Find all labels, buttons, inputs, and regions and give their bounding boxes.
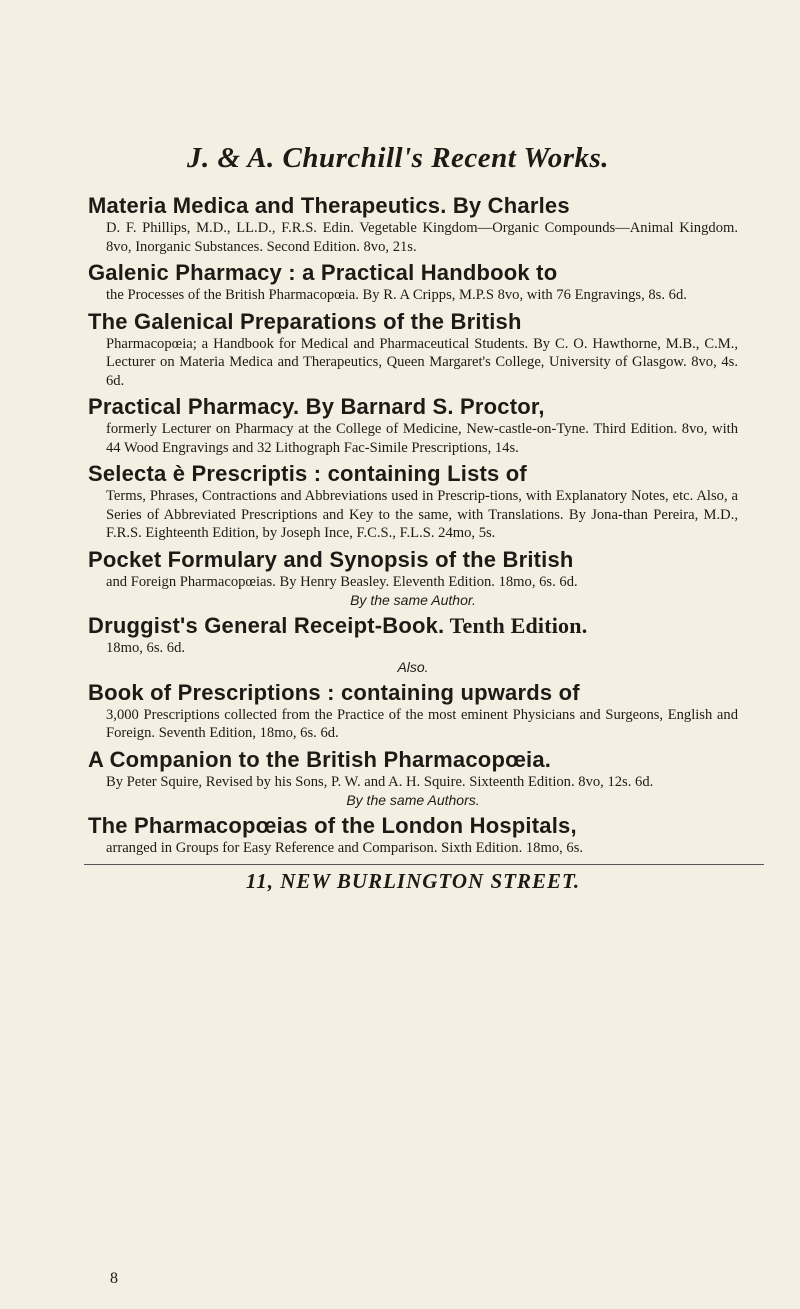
entry-galenical-preparations: [88, 309, 738, 391]
entry-body: 3,000 Prescriptions collected from the Practice of the most eminent Physicians and Surgeons, English and Foreign. Seventh Edition, 18mo, 6s. 6d.: [106, 706, 738, 741]
entry-practical-pharmacy: [88, 394, 738, 457]
entry-byline: By the same Author.: [350, 592, 476, 608]
entry-title: Practical Pharmacy. By Barnard S. Proctor,: [88, 394, 545, 419]
entry-title: Book of Prescriptions : containing upwards of: [88, 679, 580, 705]
entry-title: Selecta è Prescriptis : containing Lists of: [88, 461, 527, 486]
entry-body: arranged in Groups for Easy Reference and Comparison. Sixth Edition. 18mo, 6s.: [106, 840, 584, 856]
entry-title-edition: Tenth Edition.: [444, 613, 588, 638]
entry-title: Pocket Formulary and Synopsis of the British: [88, 546, 574, 572]
entry-pocket-formulary: [88, 547, 738, 610]
footer-divider: [84, 864, 764, 865]
entry-body: 18mo, 6s. 6d.: [106, 640, 186, 656]
entry-body: the Processes of the British Pharmacopœia. By R. A Cripps, M.P.S 8vo, with 76 Engravings, 8s. 6d.: [106, 287, 687, 303]
page: [88, 142, 738, 894]
entry-body: Pharmacopœia; a Handbook for Medical and Pharmaceutical Students. By C. O. Hawthorne, M.B., C.M., Lecturer on Materia Medica and Therapeutics, Queen Margaret's College, University of Glasgow. 8vo, 4s. 6d.: [106, 335, 738, 389]
entry-title: The Galenical Preparations of the British: [88, 308, 522, 334]
signature-mark: 8: [110, 1270, 118, 1287]
entry-companion-pharmacopoeia: [88, 747, 738, 810]
entry-body: By Peter Squire, Revised by his Sons, P. W. and A. H. Squire. Sixteenth Edition. 8vo, 12s. 6d.: [106, 773, 654, 790]
entry-title: A Companion to the British Pharmacopœia.: [88, 746, 552, 772]
entry-title-main: Druggist's General Receipt-Book.: [88, 613, 445, 638]
entry-body: D. F. Phillips, M.D., LL.D., F.R.S. Edin. Vegetable Kingdom—Organic Compounds—Animal Kingdom. 8vo, Inorganic Substances. Second Edition. 8vo, 21s.: [106, 220, 738, 255]
running-header: J. & A. Churchill's Recent Works.: [186, 142, 610, 174]
entry-body: formerly Lecturer on Pharmacy at the College of Medicine, New-castle-on-Tyne. Third Edition. 8vo, with 44 Wood Engravings and 32 Lithograph Fac-Simile Prescriptions, 14s.: [106, 421, 738, 456]
entry-druggists-receipt-book: [88, 613, 738, 676]
footer-address: 11, NEW BURLINGTON STREET.: [245, 868, 581, 893]
entry-galenic-pharmacy: [88, 260, 738, 305]
entry-body: Terms, Phrases, Contractions and Abbreviations used in Prescrip-tions, with Explanatory Notes, etc. Also, a Series of Abbreviated Prescriptions and Key to the same, with Translations. By Jona-than Pereira, M.D., F.R.S. Eighteenth Edition, by Joseph Ince, F.C.S., F.L.S. 24mo, 5s.: [106, 488, 738, 541]
entry-title: Materia Medica and Therapeutics. By Charles: [88, 193, 570, 218]
entry-title: Galenic Pharmacy : a Practical Handbook to: [88, 260, 558, 285]
entry-london-hospitals: [88, 813, 738, 858]
entry-materia-medica: [88, 193, 738, 256]
entry-title: [88, 613, 738, 639]
entry-byline: Also.: [397, 658, 429, 675]
entry-body: and Foreign Pharmacopœias. By Henry Beasley. Eleventh Edition. 18mo, 6s. 6d.: [106, 573, 578, 590]
entry-book-of-prescriptions: [88, 680, 738, 743]
entry-byline: By the same Authors.: [346, 792, 480, 808]
entry-title: The Pharmacopœias of the London Hospitals,: [88, 813, 577, 838]
entry-selecta: [88, 461, 738, 543]
